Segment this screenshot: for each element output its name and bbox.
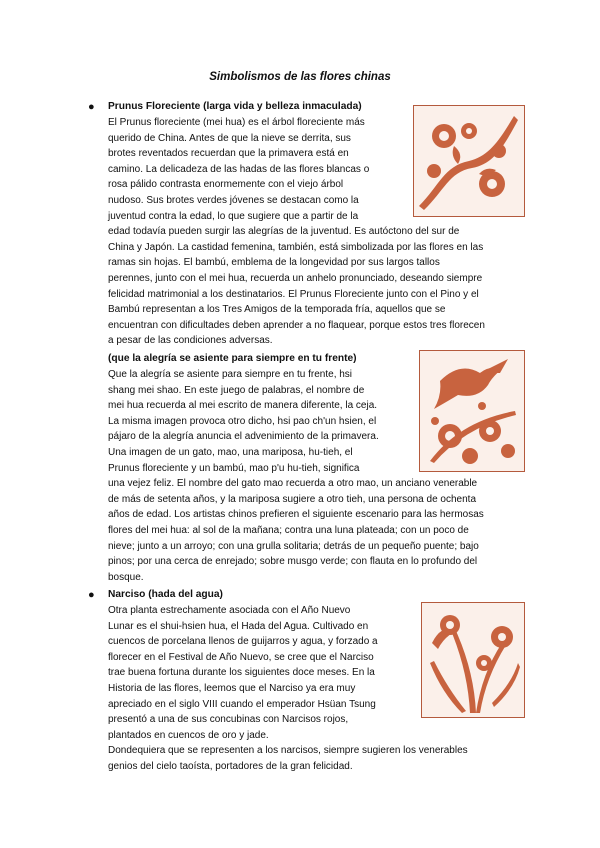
text-line: China y Japón. La castidad femenina, también, está simbolizada por las flores en las: [108, 241, 484, 253]
text-line: Una imagen de un gato, mao, una mariposa, hu-tieh, el: [108, 446, 353, 458]
text-line: nudoso. Sus brotes verdes jóvenes se destacan como la: [108, 194, 359, 206]
text-line: pinos; por una cerca de enrejado; sobre musgo verde; con flauta en lo profundo del: [108, 556, 478, 568]
text-line: brotes reventados recuerdan que la primavera está en: [108, 148, 349, 160]
text-line: nieve; junto a un arroyo; con una grulla solitaria; detrás de un pequeño puente; bajo: [108, 540, 479, 552]
text-line: shang mei shao. En este juego de palabras, el nombre de: [108, 384, 365, 396]
page-title: Simbolismos de las flores chinas: [209, 71, 391, 83]
narcissus-papercut-image: [421, 602, 525, 718]
narcissus-flower-icon: [422, 603, 524, 717]
text-line: perennes, junto con el mei hua, recuerda un anhelo pronunciado, deseando siempre: [108, 272, 483, 284]
text-line: Prunus floreciente y un bambú, mao p'u hu-tieh, significa: [108, 462, 360, 474]
text-line: juventud contra la edad, lo que sugiere que a partir de la: [108, 210, 359, 222]
section-heading-prunus: Prunus Floreciente (larga vida y belleza inmaculada): [108, 101, 362, 112]
text-line: una vejez feliz. El nombre del gato mao recuerda a otro mao, un anciano venerable: [108, 478, 478, 490]
text-line: florecer en el Festival de Año Nuevo, se cree que el Narciso: [108, 651, 374, 663]
text-line: cuencos de porcelana llenos de guijarros y agua, y forzado a: [108, 636, 378, 648]
text-line: plantados en cuencos de oro y jade.: [108, 729, 269, 741]
section-heading-narciso: Narciso (hada del agua): [108, 589, 223, 600]
section-heading-alegria: (que la alegría se asiente para siempre en tu frente): [108, 353, 357, 364]
text-line: Lunar es el shui-hsien hua, el Hada del Agua. Cultivado en: [108, 620, 369, 632]
text-line: genios del cielo taoísta, portadores de la gran felicidad.: [108, 760, 353, 772]
text-line: de más de setenta años, y la mariposa sugiere a otro tieh, una persona de ochenta: [108, 493, 477, 505]
magpie-papercut-image: [419, 350, 525, 472]
text-line: camino. La delicadeza de las hadas de las flores blancas o: [108, 163, 370, 175]
text-line: años de edad. Los artistas chinos prefieren el siguiente escenario para las hermosas: [108, 509, 484, 521]
text-line: ramas sin hojas. El bambú, emblema de la longevidad por sus largos tallos: [108, 257, 440, 269]
text-line: El Prunus floreciente (mei hua) es el árbol floreciente más: [108, 117, 365, 128]
bullet-icon: ●: [88, 589, 95, 601]
text-line: Que la alegría se asiente para siempre en tu frente, hsi: [108, 369, 353, 380]
text-line: trae buena fortuna durante los siguientes doce meses. En la: [108, 667, 375, 679]
text-line: La misma imagen provoca otro dicho, hsi pao ch'un hsien, el: [108, 415, 377, 427]
text-line: presentó a una de sus concubinas con Narcisos rojos,: [108, 714, 349, 726]
text-line: querido de China. Antes de que la nieve se derrita, sus: [108, 132, 351, 144]
text-line: felicidad matrimonial a los destinatarios. El Prunus Floreciente junto con el Pino y el: [108, 288, 479, 300]
text-line: apreciado en el siglo VIII cuando el emperador Hsüan Tsung: [108, 698, 376, 710]
text-line: Otra planta estrechamente asociada con el Año Nuevo: [108, 605, 351, 616]
text-line: pájaro de la alegría anuncia el advenimiento de la primavera.: [108, 431, 379, 443]
plum-blossom-icon: [414, 106, 524, 216]
text-line: bosque.: [108, 571, 144, 583]
text-line: edad todavía pueden surgir las alegrías de la juventud. Es autóctono del sur de: [108, 226, 460, 238]
bullet-icon: ●: [88, 101, 95, 113]
text-line: mei hua recuerda al mei escrito de manera diferente, la ceja.: [108, 400, 378, 412]
text-line: flores del mei hua: al sol de la mañana; contra una luna plateada; con un poco de: [108, 524, 469, 536]
text-line: Dondequiera que se representen a los narcisos, siempre sugieren los venerables: [108, 745, 468, 757]
text-line: rosa pálido contrasta enormemente con el viejo árbol: [108, 179, 344, 191]
text-line: a pesar de las condiciones adversas.: [108, 335, 273, 347]
text-line: Historia de las flores, leemos que el Narciso ya era muy: [108, 682, 356, 694]
magpie-bird-icon: [420, 351, 524, 471]
text-line: encuentran con dificultades deben aprender a no flaquear, porque estos tres florecen: [108, 319, 485, 331]
text-line: Bambú representan a los Tres Amigos de la temporada fría, aquellos que se: [108, 304, 446, 316]
plum-blossom-papercut-image: [413, 105, 525, 217]
